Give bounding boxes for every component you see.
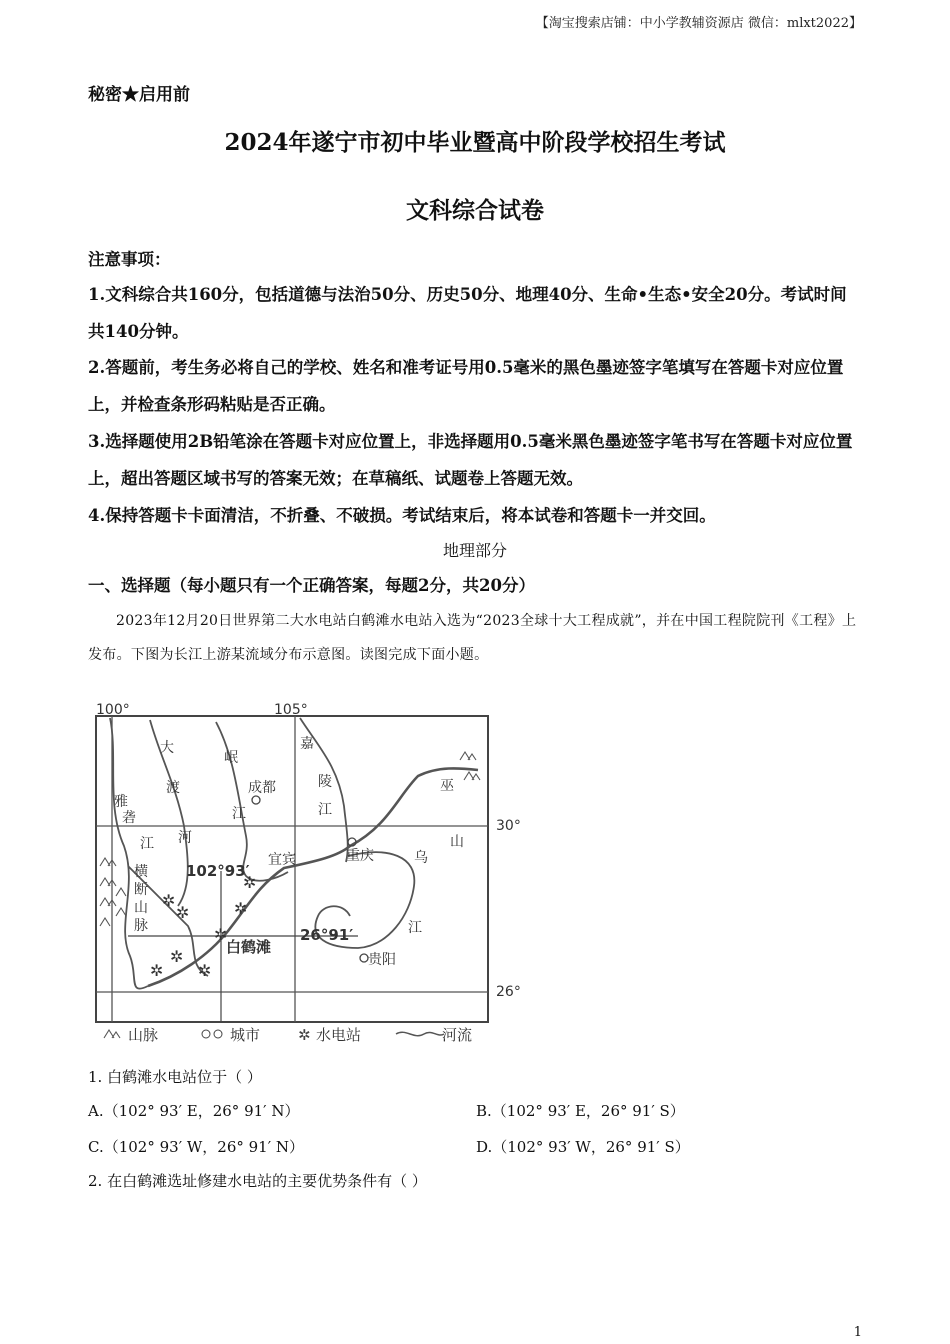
mountain-char: 断 bbox=[134, 882, 148, 898]
river-char: 乌 bbox=[414, 850, 428, 866]
station-label: 白鹤滩 bbox=[226, 938, 272, 956]
hydro-station-icon: ✲ bbox=[243, 873, 257, 892]
hydro-station-icon: ✲ bbox=[214, 925, 228, 944]
river-char: 陵 bbox=[318, 774, 332, 790]
exam-subtitle: 文科综合试卷 bbox=[406, 197, 544, 224]
question-2-stem: 2. 在白鹤滩选址修建水电站的主要优势条件有（ ） bbox=[88, 1172, 427, 1190]
hydro-station-icon: ✲ bbox=[170, 947, 184, 966]
part-title: 地理部分 bbox=[442, 541, 507, 560]
mountain-char: 山 bbox=[134, 900, 148, 916]
river-char: 砻 bbox=[122, 810, 136, 826]
legend-label: 山脉 bbox=[128, 1026, 159, 1044]
lon-label-100: 100° bbox=[96, 702, 130, 718]
city-label: 成都 bbox=[248, 780, 276, 796]
secret-label: 秘密★启用前 bbox=[88, 85, 190, 105]
legend-label: 水电站 bbox=[316, 1026, 362, 1044]
option-a: A.（102° 93′ E，26° 91′ N） bbox=[88, 1102, 300, 1120]
legend-label: 河流 bbox=[442, 1026, 473, 1044]
question-1-stem: 1. 白鹤滩水电站位于（ ） bbox=[88, 1068, 262, 1086]
legend-river-icon bbox=[396, 1032, 444, 1035]
legend-hydro-icon: ✲ bbox=[298, 1026, 311, 1044]
notes-heading: 注意事项： bbox=[88, 250, 171, 269]
legend-city-icon bbox=[214, 1030, 222, 1038]
coord-label: 102°93′ bbox=[186, 862, 250, 880]
note-item: 1.文科综合共160分，包括道德与法治50分、历史50分、地理40分、生命•生态•安全20分。考试时间共140分钟。 bbox=[88, 285, 847, 341]
mountain-char: 山 bbox=[450, 834, 464, 850]
legend-label: 城市 bbox=[230, 1026, 261, 1044]
hydro-station-icon: ✲ bbox=[162, 891, 176, 910]
note-item: 2.答题前，考生务必将自己的学校、姓名和准考证号用0.5毫米的黑色墨迹签字笔填写在答题卡对应位置上，并检查条形码粘贴是否正确。 bbox=[88, 358, 844, 414]
river-char: 河 bbox=[178, 830, 192, 846]
city-label: 贵阳 bbox=[368, 952, 396, 968]
hydro-station-icon: ✲ bbox=[150, 961, 164, 980]
coord-label: 26°91′ bbox=[300, 926, 354, 944]
river-char: 大 bbox=[160, 740, 174, 756]
hydro-station-icon: ✲ bbox=[234, 899, 248, 918]
river-basin-map bbox=[88, 696, 548, 1056]
option-b: B.（102° 93′ E，26° 91′ S） bbox=[476, 1102, 685, 1120]
city-label: 重庆 bbox=[346, 848, 374, 864]
page-number: 1 bbox=[853, 1325, 862, 1340]
question-intro: 2023年12月20日世界第二大水电站白鹤滩水电站入选为“2023全球十大工程成就”，并在中国工程院院刊《工程》上发布。下图为长江上游某流域分布示意图。读图完成下面小题。 bbox=[88, 613, 857, 663]
note-item: 3.选择题使用2B铅笔涂在答题卡对应位置上，非选择题用0.5毫米黑色墨迹签字笔书写在答题卡对应位置上，超出答题区域书写的答案无效；在草稿纸、试题卷上答题无效。 bbox=[88, 432, 853, 488]
option-d: D.（102° 93′ W，26° 91′ S） bbox=[476, 1138, 690, 1156]
note-item: 4.保持答题卡卡面清洁，不折叠、不破损。考试结束后，将本试卷和答题卡一并交回。 bbox=[88, 506, 716, 525]
mountain-char: 横 bbox=[134, 864, 148, 880]
river-char: 江 bbox=[232, 806, 246, 822]
river-char: 江 bbox=[140, 836, 154, 852]
option-c: C.（102° 93′ W，26° 91′ N） bbox=[88, 1138, 305, 1156]
city-label: 宜宾 bbox=[268, 852, 296, 868]
exam-title: 2024年遂宁市初中毕业暨高中阶段学校招生考试 bbox=[224, 129, 726, 156]
legend-mountain-icon bbox=[104, 1030, 120, 1038]
hydro-station-icon: ✲ bbox=[198, 961, 212, 980]
section-title: 一、选择题（每小题只有一个正确答案，每题2分，共20分） bbox=[88, 576, 535, 595]
mountain-char: 脉 bbox=[134, 918, 148, 934]
river-char: 雅 bbox=[114, 794, 128, 810]
river-char: 渡 bbox=[166, 780, 180, 796]
map-legend bbox=[104, 1026, 472, 1044]
mountain-char: 巫 bbox=[440, 778, 454, 794]
legend-city-icon bbox=[202, 1030, 210, 1038]
hydro-station-icon: ✲ bbox=[176, 903, 190, 922]
shop-header: 【淘宝搜索店铺：中小学教辅资源店 微信：mlxt2022】 bbox=[535, 16, 862, 31]
river-char: 岷 bbox=[224, 750, 238, 766]
river-char: 嘉 bbox=[300, 736, 314, 752]
lon-label-105: 105° bbox=[274, 702, 308, 718]
lat-label-30: 30° bbox=[496, 818, 521, 834]
lat-label-26: 26° bbox=[496, 984, 521, 1000]
river-char: 江 bbox=[408, 920, 422, 936]
river-char: 江 bbox=[318, 802, 332, 818]
